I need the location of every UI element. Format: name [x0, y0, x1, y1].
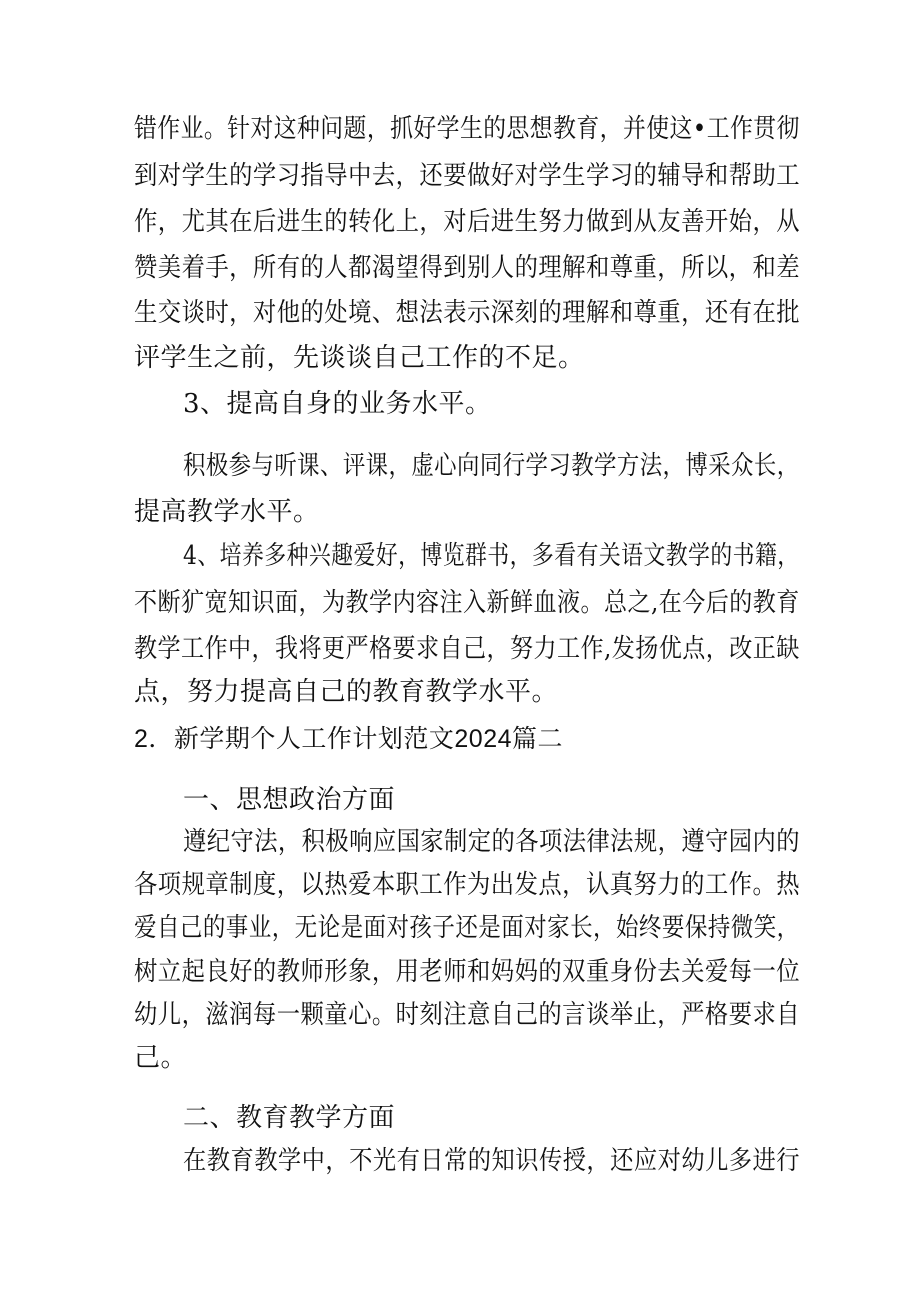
- paragraph-line: 积极参与听课、评课，虚心向同行学习教学方法，博采众长，: [183, 451, 800, 481]
- paragraph-line: 评学生之前，先谈谈自己工作的不足。: [134, 343, 585, 373]
- paragraph-line: 4、培养多种兴趣爱好，博览群书，多看有关语文教学的书籍，: [183, 541, 800, 571]
- paragraph-line: 教学工作中，我将更严格要求自己，努力工作,发扬优点，改正缺: [134, 634, 800, 664]
- paragraph-line: 到对学生的学习指导中去，还要做好对学生学习的辅导和帮助工: [134, 161, 801, 191]
- paragraph-line: 不断犷宽知识面，为教学内容注入新鲜血液。总之,在今后的教育: [134, 588, 800, 618]
- paragraph-line: 爱自己的事业，无论是面对孩子还是面对家长，始终要保持微笑，: [134, 913, 800, 943]
- paragraph-line: 遵纪守法，积极响应国家制定的各项法律法规，遵守园内的: [183, 827, 801, 857]
- paragraph-line: 己。: [134, 1043, 188, 1073]
- paragraph-line: 错作业。针对这种问题，抓好学生的思想教育，并使这•工作贯彻: [134, 114, 800, 144]
- section-heading: 一、思想政治方面: [183, 785, 396, 815]
- paragraph-line: 作，尤其在后进生的转化上，对后进生努力做到从友善开始，从: [134, 207, 801, 237]
- section-heading: 3、提高自身的业务水平。: [183, 389, 492, 419]
- paragraph-line: 点，努力提高自己的教育教学水平。: [134, 677, 559, 707]
- paragraph-line: 提高教学水平。: [134, 497, 320, 527]
- paragraph-line: 树立起良好的教师形象，用老师和妈妈的双重身份去关爱每一位: [134, 957, 801, 987]
- paragraph-line: 各项规章制度，以热爱本职工作为出发点，认真努力的工作。热: [134, 870, 801, 900]
- paragraph-line: 赞美着手，所有的人都渴望得到别人的理解和尊重，所以，和差: [134, 253, 801, 283]
- article-title: 2．新学期个人工作计划范文2024篇二: [134, 725, 564, 753]
- paragraph-line: 在教育教学中，不光有日常的知识传授，还应对幼儿多进行: [183, 1146, 801, 1176]
- paragraph-line: 生交谈时，对他的处境、想法表示深刻的理解和尊重，还有在批: [134, 298, 801, 328]
- paragraph-line: 幼儿，滋润每一颗童心。时刻注意自己的言谈举止，严格要求自: [134, 1000, 801, 1030]
- section-heading: 二、教育教学方面: [183, 1103, 396, 1133]
